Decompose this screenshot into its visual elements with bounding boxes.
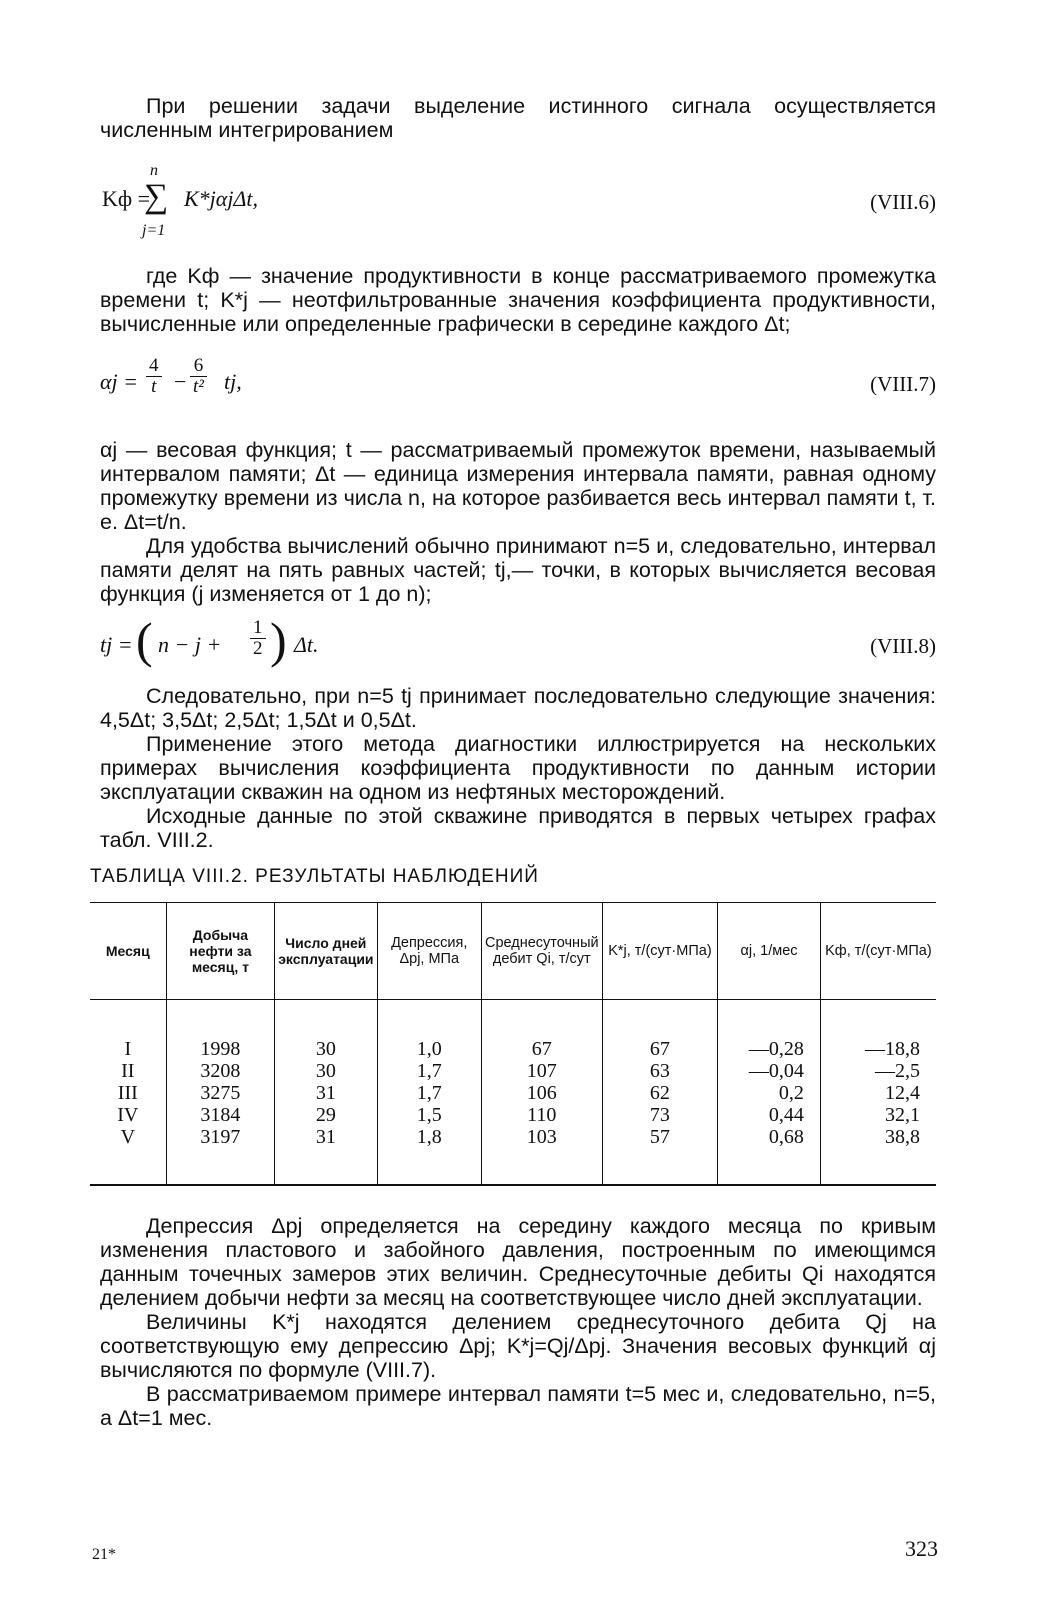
equation-lhs: αj = <box>100 369 139 394</box>
cell-daily-rate: 103 <box>481 1126 602 1186</box>
cell-production: 3184 <box>166 1104 275 1126</box>
cell-depression: 1,5 <box>377 1104 481 1126</box>
cell-depression: 1,8 <box>377 1126 481 1186</box>
fraction-numerator: 4 <box>146 356 162 377</box>
cell-daily-rate: 110 <box>481 1104 602 1126</box>
cell-k-phi: —2,5 <box>820 1060 936 1082</box>
paragraph-text: Для удобства вычислений обычно принимают n=5 и, следовательно, интервал памяти делят на пять равных частей; tj,— точки, в которых вычисляется весовая функция (j изменяется от 1 до n); <box>100 534 936 606</box>
cell-production: 3275 <box>166 1082 275 1104</box>
cell-depression: 1,0 <box>377 1000 481 1061</box>
cell-month: IV <box>117 1104 139 1126</box>
fraction-denominator: t <box>151 376 157 397</box>
paragraph-intro <box>100 94 936 142</box>
fraction-denominator: 2 <box>253 638 263 659</box>
paragraph-text: Следовательно, при n=5 tj принимает последовательно следующие значения: 4,5Δt; 3,5Δt; 2,5Δt; 1,5Δt и 0,5Δt. <box>100 684 936 732</box>
cell-k-star: 62 <box>602 1082 718 1104</box>
equation-tail: tj, <box>224 369 242 394</box>
paragraph-weight-function <box>100 438 936 606</box>
cell-depression: 1,7 <box>377 1082 481 1104</box>
paragraph-text: Величины K*j находятся делением среднесуточного дебита Qj на соответствующую ему депрессию Δpj; K*j=Qj/Δpj. Значения весовых функций αj вычисляются по формуле (VIII.7). <box>100 1310 936 1382</box>
equation-viii-8 <box>100 612 936 674</box>
equation-number: (VIII.7) <box>870 372 936 396</box>
cell-days: 29 <box>275 1104 377 1126</box>
cell-daily-rate: 67 <box>481 1000 602 1061</box>
cell-alpha: —0,04 <box>718 1060 821 1082</box>
sum-lower-limit: j=1 <box>142 222 166 239</box>
equation-inner: n − j + <box>158 632 222 657</box>
equation-body: K*jαjΔt, <box>184 186 258 211</box>
sum-symbol: ∑ <box>144 178 169 215</box>
table-caption: ТАБЛИЦА VIII.2. РЕЗУЛЬТАТЫ НАБЛЮДЕНИЙ <box>90 866 539 887</box>
cell-k-phi: 32,1 <box>820 1104 936 1126</box>
equation-number: (VIII.6) <box>870 190 936 214</box>
cell-month: I <box>124 1038 132 1060</box>
left-paren: ( <box>136 612 153 668</box>
paragraph-text: Исходные данные по этой скважине приводятся в первых четырех графах табл. VIII.2. <box>100 804 936 852</box>
fraction-4-over-t <box>146 356 162 397</box>
cell-daily-rate: 106 <box>481 1082 602 1104</box>
cell-production: 3197 <box>166 1126 275 1186</box>
col-header-alpha: αj, 1/мес <box>718 903 821 1000</box>
cell-alpha: —0,28 <box>718 1000 821 1061</box>
cell-k-star: 57 <box>602 1126 718 1186</box>
sum-upper-limit: n <box>150 162 158 179</box>
paragraph-closing <box>100 1214 936 1430</box>
table-row <box>90 1104 936 1126</box>
equation-number: (VIII.8) <box>870 634 936 658</box>
table-row <box>90 1060 936 1082</box>
cell-days: 30 <box>275 1060 377 1082</box>
fraction-1-over-2 <box>250 618 266 659</box>
fraction-numerator: 1 <box>250 618 266 639</box>
table-bottom-rule <box>90 1184 936 1186</box>
equation-tail: Δt. <box>294 632 319 657</box>
col-header-depression: Депрессия, Δpj, МПа <box>377 903 481 1000</box>
fraction-denominator: t² <box>193 376 204 397</box>
signature-mark: 21* <box>92 1546 116 1563</box>
col-header-k-star: K*j, т/(сут·МПа) <box>602 903 718 1000</box>
cell-production: 1998 <box>166 1000 275 1061</box>
table-row <box>90 1126 936 1186</box>
col-header-oil-production: Добыча нефти за месяц, т <box>166 903 275 1000</box>
paragraph-text: где Kф — значение продуктивности в конце рассматриваемого промежутка времени t; K*j — неотфильтрованные значения коэффициента продуктивности, вычисленные или определенные графически в середине каждого Δt; <box>100 264 936 336</box>
cell-k-star: 67 <box>602 1000 718 1061</box>
cell-alpha: 0,44 <box>718 1104 821 1126</box>
cell-alpha: 0,68 <box>718 1126 821 1186</box>
cell-days: 30 <box>275 1000 377 1061</box>
paragraph-group-values <box>100 684 936 852</box>
cell-month: V <box>120 1126 136 1148</box>
col-header-days: Число дней эксплуатации <box>275 903 377 1000</box>
cell-k-phi: 38,8 <box>820 1126 936 1186</box>
fraction-6-over-t2 <box>190 356 207 397</box>
equation-viii-7 <box>100 352 936 412</box>
paragraph-text: Депрессия Δpj определяется на середину каждого месяца по кривым изменения пластового и забойного давления, построенным по имеющимся данным точечных замеров этих величин. Среднесуточные дебиты Qi находятся делением добычи нефти за месяц на соответствующее число дней эксплуатации. <box>100 1214 936 1310</box>
paragraph-definitions <box>100 264 936 336</box>
results-table <box>90 902 936 1186</box>
minus-sign: − <box>174 369 187 394</box>
paragraph-text: αj — весовая функция; t — рассматриваемый промежуток времени, называемый интервалом памяти; Δt — единица измерения интервала памяти, равная одному промежутку времени из числа n, на которое разбивается весь интервал памяти t, т. е. Δt=t/n. <box>100 438 936 534</box>
cell-month: II <box>121 1060 135 1082</box>
paragraph-text: В рассматриваемом примере интервал памяти t=5 мес и, следовательно, n=5, а Δt=1 мес. <box>100 1382 936 1430</box>
cell-days: 31 <box>275 1082 377 1104</box>
col-header-k-phi: Kф, т/(сут·МПа) <box>820 903 936 1000</box>
cell-month: III <box>117 1082 138 1104</box>
equation-viii-6 <box>100 162 936 246</box>
table-header-row <box>90 903 936 1000</box>
cell-production: 3208 <box>166 1060 275 1082</box>
cell-depression: 1,7 <box>377 1060 481 1082</box>
page-number: 323 <box>905 1536 938 1561</box>
table-row <box>90 1000 936 1061</box>
col-header-month: Месяц <box>90 903 166 1000</box>
cell-alpha: 0,2 <box>718 1082 821 1104</box>
equation-lhs: Kф = <box>102 186 151 211</box>
cell-daily-rate: 107 <box>481 1060 602 1082</box>
cell-k-star: 63 <box>602 1060 718 1082</box>
cell-k-phi: —18,8 <box>820 1000 936 1061</box>
paragraph-text: При решении задачи выделение истинного сигнала осуществляется численным интегрированием <box>100 94 936 142</box>
cell-k-star: 73 <box>602 1104 718 1126</box>
equation-lhs: tj = <box>100 632 133 657</box>
paragraph-text: Применение этого метода диагностики иллюстрируется на нескольких примерах вычисления коэффициента продуктивности по данным истории эксплуатации скважин на одном из нефтяных месторождений. <box>100 732 936 804</box>
fraction-numerator: 6 <box>190 356 207 377</box>
col-header-daily-rate: Среднесуточный дебит Qi, т/сут <box>481 903 602 1000</box>
cell-days: 31 <box>275 1126 377 1186</box>
right-paren: ) <box>270 612 287 668</box>
cell-k-phi: 12,4 <box>820 1082 936 1104</box>
table-row <box>90 1082 936 1104</box>
